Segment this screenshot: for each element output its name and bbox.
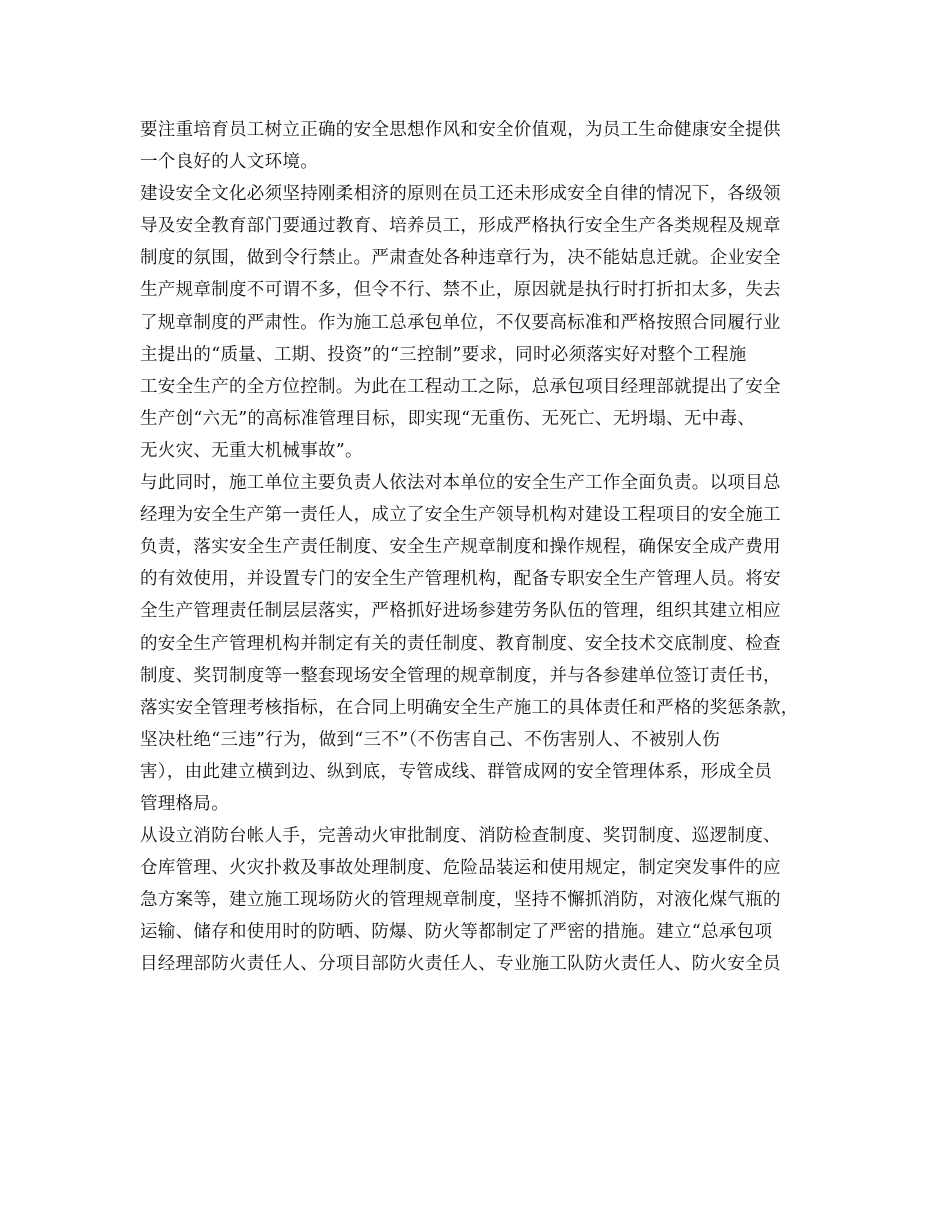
text-line: 建设安全文化必须坚持刚柔相济的原则在员工还未形成安全自律的情况下，各级领 <box>140 184 781 205</box>
text-line: 目经理部防火责任人、分项目部防火责任人、专业施工队防火责任人、防火安全员 <box>140 954 781 975</box>
text-line: 生产规章制度不可谓不多，但令不行、禁不止，原因就是执行时打折扣太多，失去 <box>140 280 781 301</box>
text-line: 生产创“六无”的高标准管理目标，即实现“无重伤、无死亡、无坍塌、无中毒、 <box>140 408 756 429</box>
text-line: 全生产管理责任制层层落实，严格抓好进场参建劳务队伍的管理，组织其建立相应 <box>140 601 781 622</box>
text-line: 害），由此建立横到边、纵到底，专管成线、群管成网的安全管理体系，形成全员 <box>140 761 773 782</box>
text-line: 主提出的“质量、工期、投资”的“三控制”要求，同时必须落实好对整个工程施 <box>140 344 747 365</box>
text-line: 管理格局。 <box>140 793 229 814</box>
document-body <box>140 114 820 981</box>
text-line: 的有效使用，并设置专门的安全生产管理机构，配备专职安全生产管理人员。将安 <box>140 569 781 590</box>
text-line: 与此同时，施工单位主要负责人依法对本单位的安全生产工作全面负责。以项目总 <box>140 473 781 494</box>
text-line: 的安全生产管理机构并制定有关的责任制度、教育制度、安全技术交底制度、检查 <box>140 633 781 654</box>
text-line: 坚决杜绝“三违”行为，做到“三不”（不伤害自己、不伤害别人、不被别人伤 <box>140 729 721 750</box>
text-line: 导及安全教育部门要通过教育、培养员工，形成严格执行安全生产各类规程及规章 <box>140 216 781 237</box>
text-line: 要注重培育员工树立正确的安全思想作风和安全价值观，为员工生命健康安全提供 <box>140 120 781 140</box>
text-line: 落实安全管理考核指标，在合同上明确安全生产施工的具体责任和严格的奖惩条款， <box>140 697 799 718</box>
text-line: 无火灾、无重大机械事故”。 <box>140 440 363 461</box>
text-line: 制度的氛围，做到令行禁止。严肃查处各种违章行为，决不能姑息迁就。企业安全 <box>140 248 781 269</box>
text-line: 运输、储存和使用时的防晒、防爆、防火等都制定了严密的措施。建立“总承包项 <box>140 922 773 943</box>
text-line: 经理为安全生产第一责任人，成立了安全生产领导机构对建设工程项目的安全施工 <box>140 505 781 526</box>
text-line: 工安全生产的全方位控制。为此在工程动工之际，总承包项目经理部就提出了安全 <box>140 376 781 397</box>
text-line: 仓库管理、火灾扑救及事故处理制度、危险品装运和使用规定，制定突发事件的应 <box>140 858 781 879</box>
text-line: 一个良好的人文环境。 <box>140 152 318 173</box>
text-line: 从设立消防台帐人手，完善动火审批制度、消防检查制度、奖罚制度、巡逻制度、 <box>140 826 781 847</box>
text-line: 负责，落实安全生产责任制度、安全生产规章制度和操作规程，确保安全成产费用 <box>140 537 781 558</box>
text-line: 制度、奖罚制度等一整套现场安全管理的规章制度，并与各参建单位签订责任书， <box>140 665 781 686</box>
text-line: 急方案等，建立施工现场防火的管理规章制度，坚持不懈抓消防，对液化煤气瓶的 <box>140 890 781 911</box>
text-line: 了规章制度的严肃性。作为施工总承包单位，不仅要高标准和严格按照合同履行业 <box>140 312 781 333</box>
